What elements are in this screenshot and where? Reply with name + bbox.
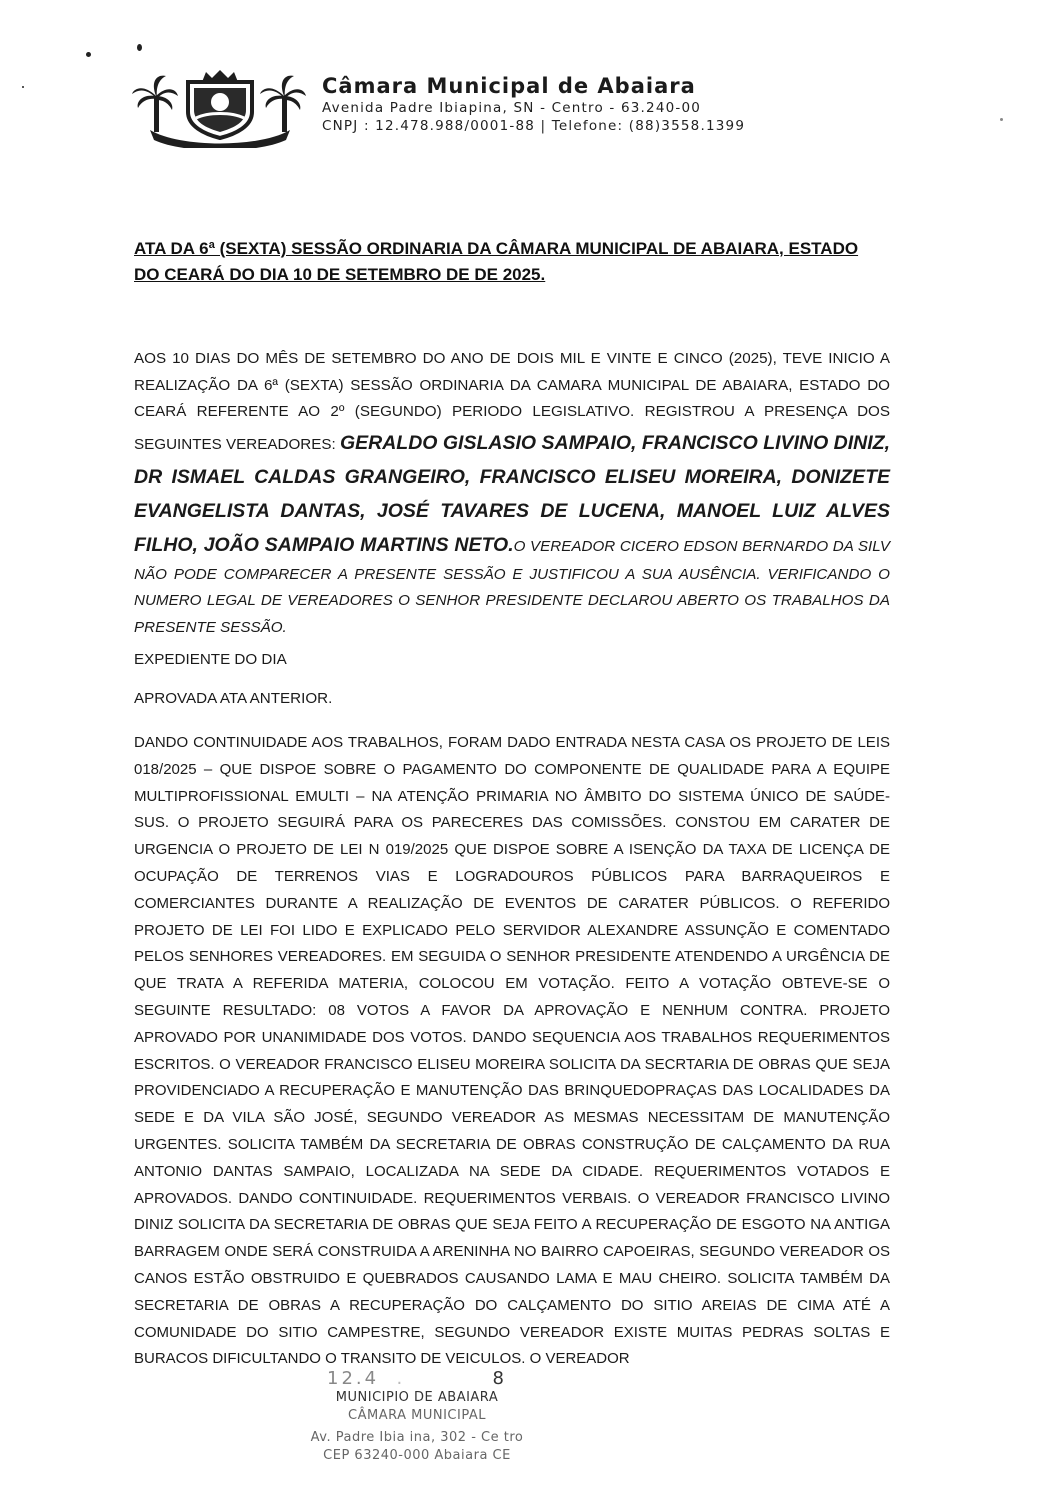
- chamber-address: Avenida Padre Ibiapina, SN - Centro - 63.240-00: [322, 100, 702, 116]
- scan-speck: [137, 44, 142, 51]
- absence-note: O VEREADOR CICERO EDSON BERNARDO DA SILV NÃO PODE COMPARECER A PRESENTE SESSÃO E JUSTIFICOU A SUA AUSÊNCIA. VERIFICANDO O NUMERO LEGAL DE VEREADORES O SENHOR PRESIDENTE DECLAROU ABERTO OS TRABALHOS DA PRESENTE SESSÃO.: [134, 537, 890, 636]
- municipal-crest-logo: [130, 68, 310, 148]
- letterhead: [130, 68, 890, 148]
- stamp-line-1: MUNICIPIO DE ABAIARA: [335, 1390, 499, 1405]
- document-title: [134, 236, 894, 288]
- scan-speck: [86, 52, 91, 57]
- opening-paragraph: [134, 346, 890, 641]
- previous-minutes-approved: APROVADA ATA ANTERIOR.: [134, 690, 333, 707]
- scan-speck: [22, 86, 24, 88]
- chamber-name: Câmara Municipal de Abaiara: [322, 74, 696, 98]
- title-line-1: ATA DA 6ª (SEXTA) SESSÃO ORDINARIA DA CÂMARA MUNICIPAL DE ABAIARA, ESTADO: [134, 239, 859, 258]
- stamp-line-4: CEP 63240-000 Abaiara CE: [323, 1448, 511, 1463]
- proceedings-paragraph: DANDO CONTINUIDADE AOS TRABALHOS, FORAM DADO ENTRADA NESTA CASA OS PROJETO DE LEIS 018/2025 – QUE DISPOE SOBRE O PAGAMENTO DO COMPONENTE DE QUALIDADE PARA A EQUIPE MULTIPROFISSIONAL EMULTI – NA ATENÇÃO PRIMARIA NO ÂMBITO DO SISTEMA ÚNICO DE SAÚDE- SUS. O PROJETO SEGUIRÁ PARA OS PARECERES DAS COMISSÕES. CONSTOU EM CARATER DE URGENCIA O PROJETO DE LEI N 019/2025 QUE DISPOE SOBRE A ISENÇÃO DA TAXA DE LICENÇA DE OCUPAÇÃO DE TERRENOS VIAS E LOGRADOUROS PÚBLICOS PARA BARRAQUEIROS E COMERCIANTES DURANTE A REALIZAÇÃO DE EVENTOS DE CARATER PÚBLICOS. O REFERIDO PROJETO DE LEI FOI LIDO E EXPLICADO PELO SERVIDOR ALEXANDRE ASSUNÇÃO E COMENTADO PELOS SENHORES VEREADORES. EM SEGUIDA O SENHOR PRESIDENTE ATENDENDO A URGÊNCIA DE QUE TRATA A REFERIDA MATERIA, COLOCOU EM VOTAÇÃO. FEITO A VOTAÇÃO OBTEVE-SE O SEGUINTE RESULTADO: 08 VOTOS A FAVOR DA APROVAÇÃO E NENHUM CONTRA. PROJETO APROVADO POR UNANIMIDADE DOS VOTOS. DANDO SEQUENCIA AOS TRABALHOS REQUERIMENTOS ESCRITOS. O VEREADOR FRANCISCO ELISEU MOREIRA SOLICITA DA SECRTARIA DE OBRAS QUE SEJA PROVIDENCIADO A RECUPERAÇÃO E MANUTENÇÃO DAS BRINQUEDOPRAÇAS DAS LOCALIDADES DA SEDE E DA VILA SÃO JOSÉ, SEGUNDO VEREADOR AS MESMAS NECESSITAM DE MANUTENÇÃO URGENTES. SOLICITA TAMBÉM DA SECRETARIA DE OBRAS CONSTRUÇÃO DE CALÇAMENTO DA RUA ANTONIO DANTAS SAMPAIO, LOCALIZADA NA SEDE DA CIDADE. REQUERIMENTOS VOTADOS E APROVADOS. DANDO CONTINUIDADE. REQUERIMENTOS VERBAIS. O VEREADOR FRANCISCO LIVINO DINIZ SOLICITA DA SECRETARIA DE OBRAS QUE SEJA FEITO A RECUPERAÇÃO DE ESGOTO NA ANTIGA BARRAGEM ONDE SERÁ CONSTRUIDA A ARENINHA NO BAIRRO CAPOEIRAS, SEGUNDO VEREADOR OS CANOS ESTÃO OBSTRUIDO E QUEBRADOS CAUSANDO LAMA E MAU CHEIRO. SOLICITA TAMBÉM DA SECRETARIA DE OBRAS A RECUPERAÇÃO DO CALÇAMENTO DO SITIO AREIAS DE CIMA ATÉ A COMUNIDADE DO SITIO CAMPESTRE, SEGUNDO VEREADOR EXISTE MUITAS PEDRAS SOLTAS E BURACOS DIFICULTANDO O TRANSITO DE VEICULOS. O VEREADOR: [134, 734, 890, 1368]
- stamp-line-3: Av. Padre Ibia ina, 302 - Ce tro: [310, 1430, 524, 1445]
- stamp-line-2: CÂMARA MUNICIPAL: [348, 1408, 486, 1423]
- chamber-contact: CNPJ : 12.478.988/0001-88 | Telefone: (88)3558.1399: [322, 118, 746, 134]
- stamp-cnpj: 12.4 . 8: [327, 1368, 507, 1389]
- scan-speck: [1000, 118, 1003, 121]
- letterhead-text: [322, 74, 745, 134]
- councillors-present: GERALDO GISLASIO SAMPAIO, FRANCISCO LIVINO DINIZ, DR ISMAEL CALDAS GRANGEIRO, FRANCISCO ELISEU MOREIRA, DONIZETE EVANGELISTA DANTAS, JOSÉ TAVARES DE LUCENA, MANOEL LUIZ ALVES FILHO, JOÃO SAMPAIO MARTINS NETO.: [134, 431, 890, 556]
- stamp-cnpj-end: 8: [492, 1368, 507, 1389]
- title-line-2: DO CEARÁ DO DIA 10 DE SETEMBRO DE DE 2025.: [134, 265, 546, 284]
- opening-text: AOS 10 DIAS DO MÊS DE SETEMBRO DO ANO DE DOIS MIL E VINTE E CINCO (2025), TEVE INICIO A REALIZAÇÃO DA 6ª (SEXTA) SESSÃO ORDINARIA DA CAMARA MUNICIPAL DE ABAIARA, ESTADO DO CEARÁ REFERENTE AO 2º (SEGUNDO) PERIODO LEGISLATIVO. REGISTROU A PRESENÇA DOS SEGUINTES VEREADORES:: [134, 350, 890, 453]
- stamp-cnpj-start: 12.4: [327, 1368, 380, 1389]
- section-heading-expediente: EXPEDIENTE DO DIA: [134, 651, 287, 668]
- official-stamp: [282, 1368, 552, 1465]
